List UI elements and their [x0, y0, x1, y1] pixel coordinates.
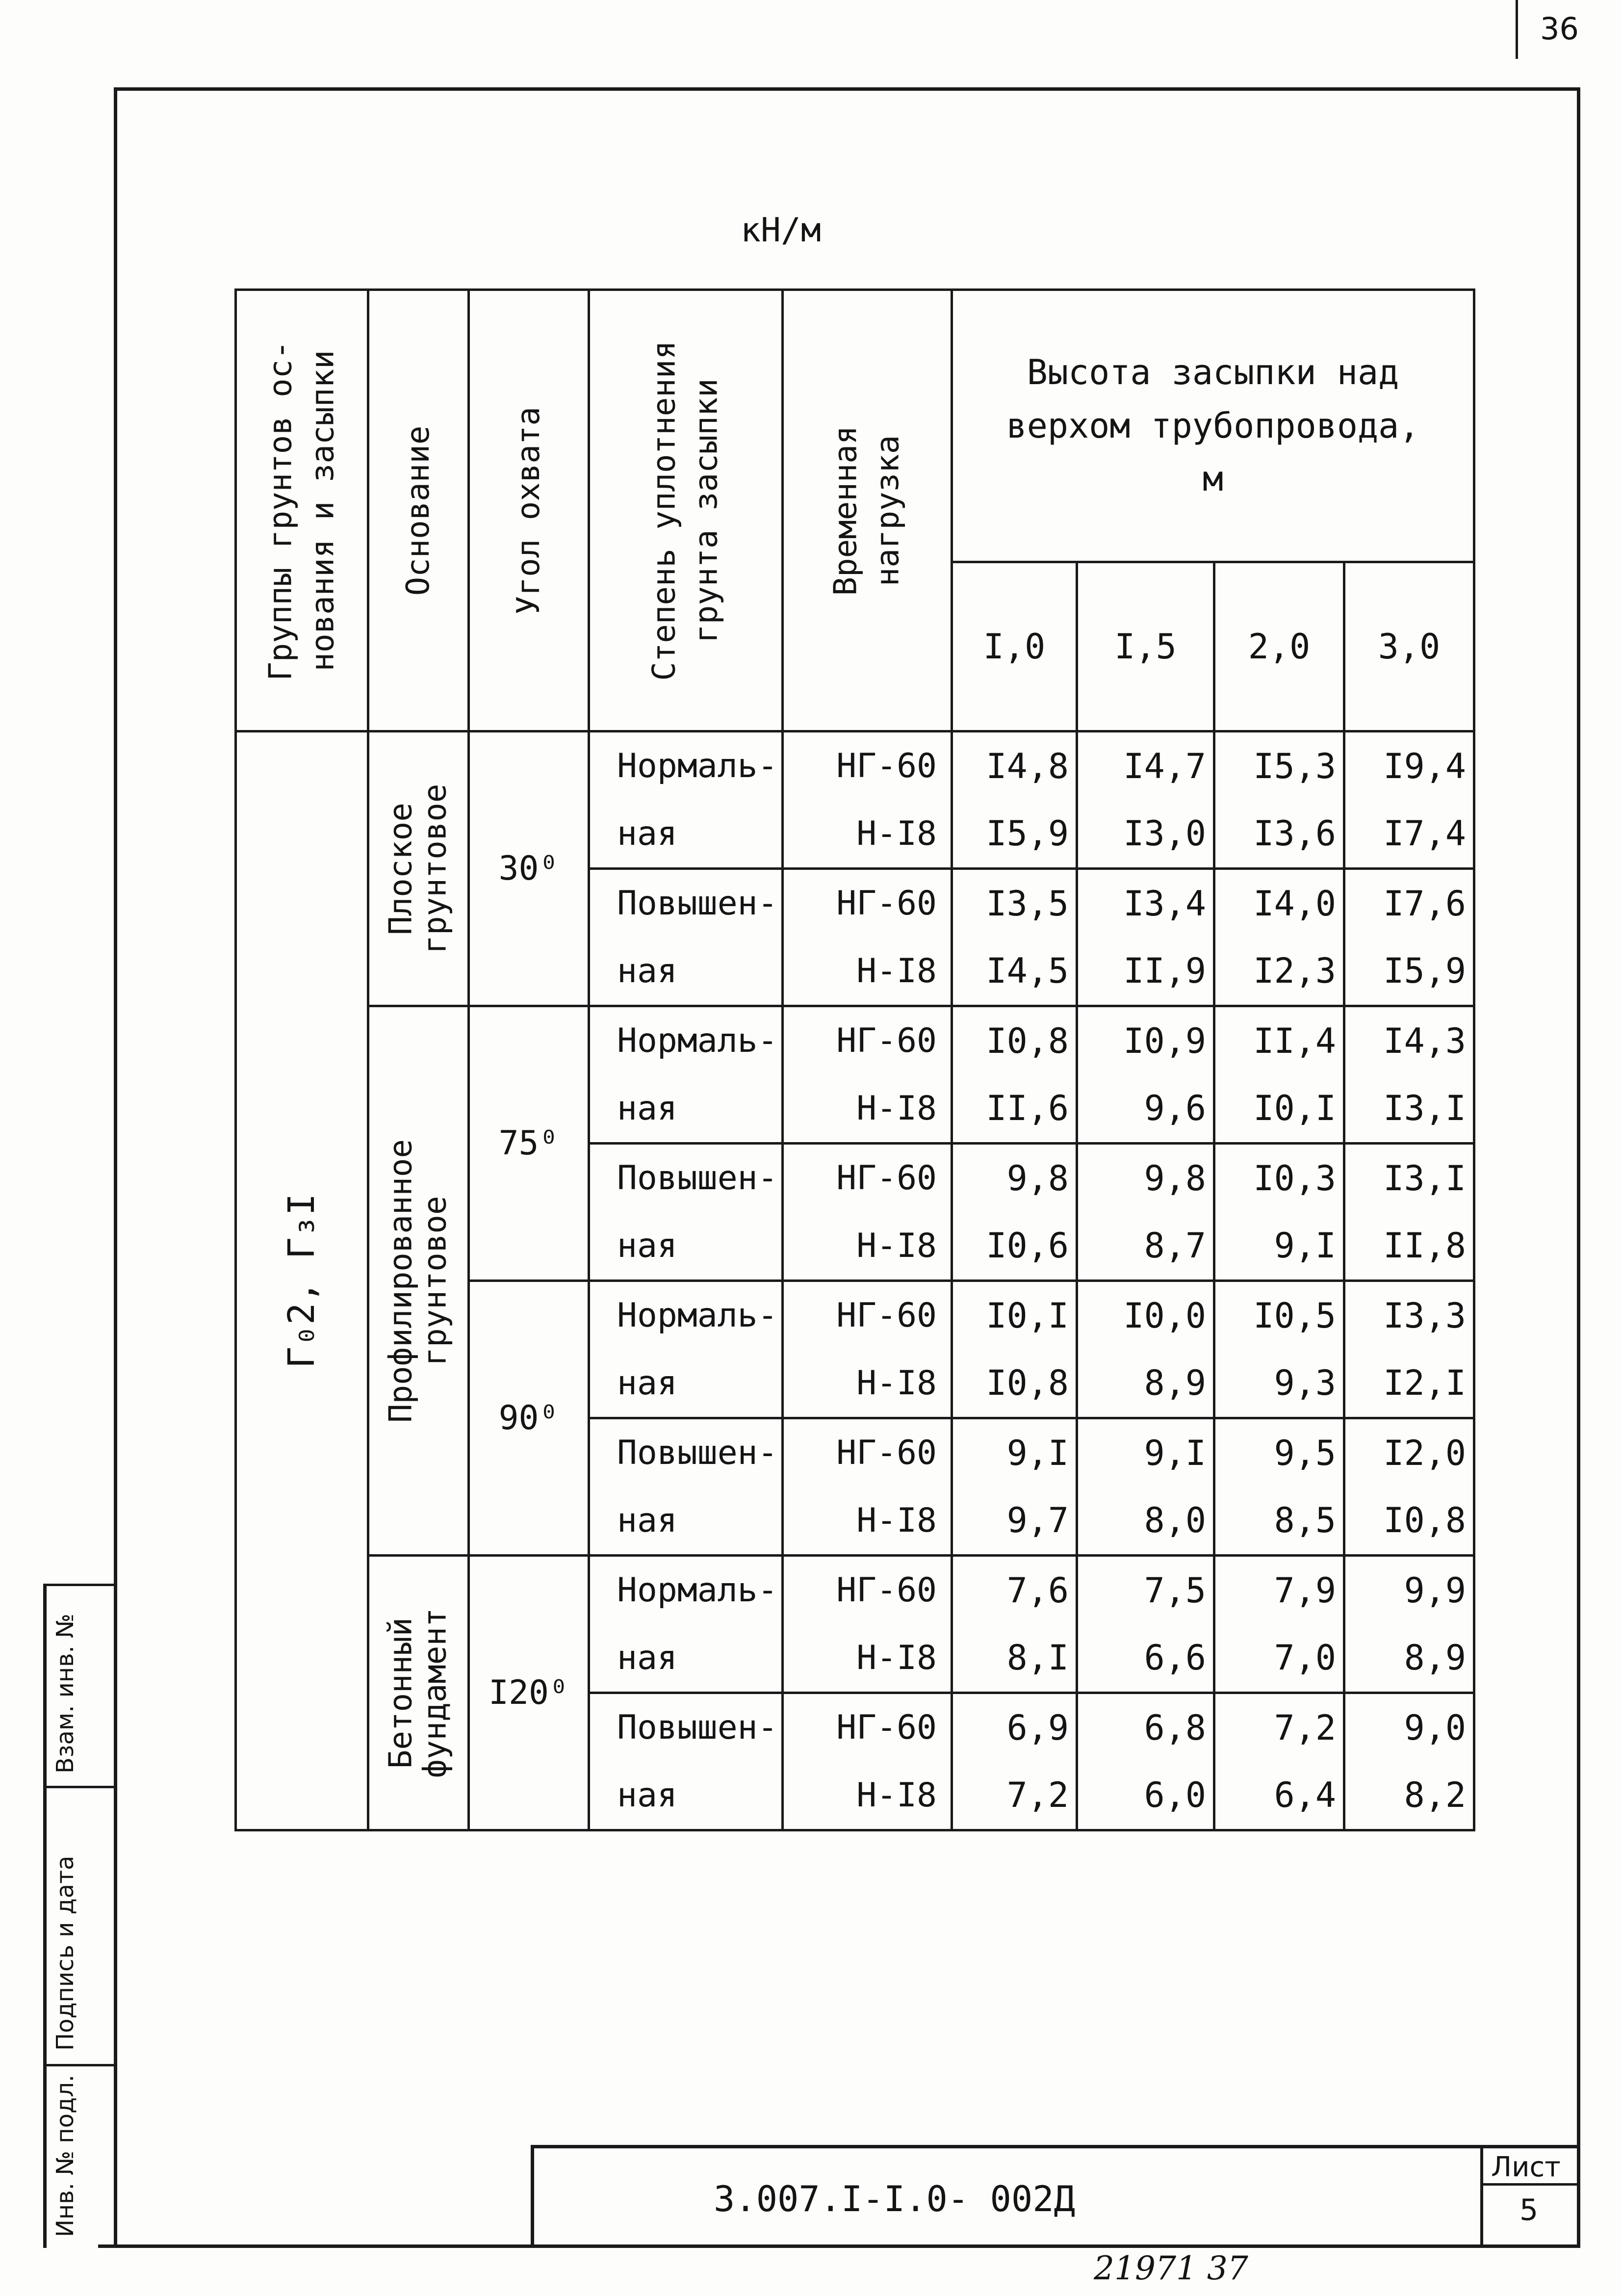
- value-cell: 8,7: [1077, 1212, 1214, 1281]
- header-load: Временная нагрузка: [783, 290, 952, 731]
- value-cell: 8,9: [1344, 1624, 1474, 1693]
- value-cell: 9,I: [1214, 1212, 1344, 1281]
- load-cell: НГ-60: [783, 731, 952, 800]
- value-cell: I5,3: [1214, 731, 1344, 800]
- value-cell: I0,3: [1214, 1144, 1344, 1212]
- value-cell: I0,8: [952, 1350, 1077, 1418]
- value-cell: 6,4: [1214, 1762, 1344, 1830]
- value-cell: I5,9: [1344, 938, 1474, 1006]
- value-cell: II,4: [1214, 1006, 1344, 1075]
- sheet-label: Лист: [1491, 2151, 1561, 2183]
- compaction-high: ная: [589, 1212, 783, 1281]
- frame-top: [114, 87, 1580, 91]
- value-cell: I7,6: [1344, 869, 1474, 938]
- document-code: 3.007.I-I.0- 002Д: [714, 2178, 1075, 2219]
- value-cell: I0,I: [952, 1281, 1077, 1350]
- angle-cell: I20⁰: [469, 1556, 589, 1830]
- value-cell: 7,2: [1214, 1693, 1344, 1762]
- stamp-podpis: Подпись и дата: [51, 1855, 79, 2051]
- value-cell: I2,0: [1344, 1418, 1474, 1487]
- value-cell: 8,5: [1214, 1487, 1344, 1556]
- compaction-high: Повышен-: [589, 1144, 783, 1212]
- compaction-normal: ная: [589, 1075, 783, 1144]
- value-cell: 9,0: [1344, 1693, 1474, 1762]
- units-label: кН/м: [741, 211, 821, 250]
- load-cell: Н-I8: [783, 1624, 952, 1693]
- value-cell: I4,5: [952, 938, 1077, 1006]
- value-cell: 9,6: [1077, 1075, 1214, 1144]
- header-height: Высота засыпки над верхом трубопровода, м: [952, 290, 1474, 562]
- value-cell: I0,I: [1214, 1075, 1344, 1144]
- value-cell: 9,8: [952, 1144, 1077, 1212]
- sheet-number: 5: [1519, 2193, 1539, 2227]
- load-cell: НГ-60: [783, 1418, 952, 1487]
- compaction-normal: Нормаль-: [589, 1006, 783, 1075]
- load-cell: НГ-60: [783, 1006, 952, 1075]
- compaction-normal: ная: [589, 1350, 783, 1418]
- header-compaction: Степень уплотнения грунта засыпки: [589, 290, 783, 731]
- value-cell: I2,3: [1214, 938, 1344, 1006]
- soil-group-cell: [236, 731, 368, 1830]
- compaction-high: ная: [589, 1762, 783, 1830]
- compaction-high: ная: [589, 938, 783, 1006]
- value-cell: 6,0: [1077, 1762, 1214, 1830]
- stamp-inv-podl: Инв. № подл.: [51, 2074, 79, 2237]
- load-cell: Н-I8: [783, 1075, 952, 1144]
- load-cell: Н-I8: [783, 938, 952, 1006]
- angle-cell: 90⁰: [469, 1281, 589, 1556]
- load-cell: Н-I8: [783, 1487, 952, 1556]
- compaction-high: Повышен-: [589, 1418, 783, 1487]
- compaction-normal: Нормаль-: [589, 731, 783, 800]
- base-cell-1: Профилированное грунтовое: [368, 1006, 469, 1556]
- compaction-normal: Нормаль-: [589, 1556, 783, 1624]
- load-cell: НГ-60: [783, 1144, 952, 1212]
- value-cell: 7,2: [952, 1762, 1077, 1830]
- value-cell: 7,9: [1214, 1556, 1344, 1624]
- header-angle: Угол охвата: [469, 290, 589, 731]
- value-cell: I3,I: [1344, 1075, 1474, 1144]
- compaction-high: Повышен-: [589, 1693, 783, 1762]
- load-cell: НГ-60: [783, 1693, 952, 1762]
- value-cell: 9,I: [1077, 1418, 1214, 1487]
- load-cell: Н-I8: [783, 1762, 952, 1830]
- handwritten-number: 21971 37: [1094, 2249, 1248, 2287]
- header-base: Основание: [368, 290, 469, 731]
- height-2-0: 2,0: [1214, 562, 1344, 731]
- value-cell: II,6: [952, 1075, 1077, 1144]
- value-cell: 8,2: [1344, 1762, 1474, 1830]
- value-cell: 9,3: [1214, 1350, 1344, 1418]
- value-cell: I5,9: [952, 800, 1077, 869]
- frame-left: [114, 87, 117, 2248]
- load-cell: НГ-60: [783, 1281, 952, 1350]
- stamp-vzam: Взам. инв. №: [51, 1614, 79, 1774]
- page-number: 36: [1540, 11, 1579, 47]
- height-1-5: I,5: [1077, 562, 1214, 731]
- value-cell: I4,0: [1214, 869, 1344, 938]
- compaction-normal: Нормаль-: [589, 1281, 783, 1350]
- angle-cell: 75⁰: [469, 1006, 589, 1281]
- value-cell: I7,4: [1344, 800, 1474, 869]
- value-cell: I0,0: [1077, 1281, 1214, 1350]
- load-cell: НГ-60: [783, 1556, 952, 1624]
- frame-right: [1577, 87, 1580, 2248]
- load-cell: Н-I8: [783, 1350, 952, 1418]
- value-cell: 7,0: [1214, 1624, 1344, 1693]
- value-cell: I4,8: [952, 731, 1077, 800]
- load-cell: Н-I8: [783, 1212, 952, 1281]
- value-cell: 6,9: [952, 1693, 1077, 1762]
- value-cell: 8,9: [1077, 1350, 1214, 1418]
- header-groups: Группы грунтов ос- нования и засыпки: [236, 290, 368, 731]
- height-1-0: I,0: [952, 562, 1077, 731]
- base-cell-2: Бетонный фундамент: [368, 1556, 469, 1830]
- value-cell: I0,5: [1214, 1281, 1344, 1350]
- compaction-high: ная: [589, 1487, 783, 1556]
- compaction-normal: ная: [589, 800, 783, 869]
- value-cell: I3,6: [1214, 800, 1344, 869]
- value-cell: I0,8: [952, 1006, 1077, 1075]
- value-cell: 6,6: [1077, 1624, 1214, 1693]
- value-cell: II,9: [1077, 938, 1214, 1006]
- value-cell: I4,3: [1344, 1006, 1474, 1075]
- value-cell: 6,8: [1077, 1693, 1214, 1762]
- value-cell: I3,0: [1077, 800, 1214, 869]
- value-cell: I0,8: [1344, 1487, 1474, 1556]
- value-cell: I2,I: [1344, 1350, 1474, 1418]
- value-cell: I0,9: [1077, 1006, 1214, 1075]
- value-cell: 7,6: [952, 1556, 1077, 1624]
- value-cell: 8,0: [1077, 1487, 1214, 1556]
- value-cell: 8,I: [952, 1624, 1077, 1693]
- compaction-high: Повышен-: [589, 869, 783, 938]
- value-cell: 9,8: [1077, 1144, 1214, 1212]
- height-3-0: 3,0: [1344, 562, 1474, 731]
- value-cell: 9,5: [1214, 1418, 1344, 1487]
- value-cell: II,8: [1344, 1212, 1474, 1281]
- value-cell: I3,I: [1344, 1144, 1474, 1212]
- angle-cell: 30⁰: [469, 731, 589, 1006]
- value-cell: I3,4: [1077, 869, 1214, 938]
- frame-bottom: [98, 2244, 1580, 2248]
- value-cell: I0,6: [952, 1212, 1077, 1281]
- value-cell: 9,I: [952, 1418, 1077, 1487]
- value-cell: I3,3: [1344, 1281, 1474, 1350]
- load-cell: Н-I8: [783, 800, 952, 869]
- value-cell: 9,7: [952, 1487, 1077, 1556]
- compaction-normal: ная: [589, 1624, 783, 1693]
- value-cell: 9,9: [1344, 1556, 1474, 1624]
- base-cell-0: Плоское грунтовое: [368, 731, 469, 1006]
- load-table: [234, 288, 1475, 1831]
- value-cell: 7,5: [1077, 1556, 1214, 1624]
- value-cell: I4,7: [1077, 731, 1214, 800]
- load-cell: НГ-60: [783, 869, 952, 938]
- value-cell: I3,5: [952, 869, 1077, 938]
- value-cell: I9,4: [1344, 731, 1474, 800]
- soil-group-label: Г₀2, Г₃I: [280, 1193, 323, 1368]
